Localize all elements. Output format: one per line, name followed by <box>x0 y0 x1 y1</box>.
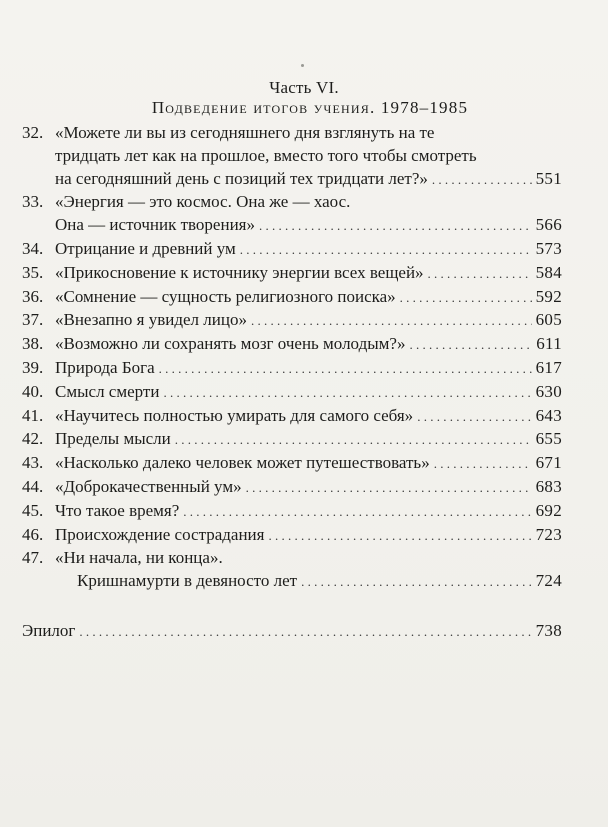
entry-body <box>55 452 562 476</box>
entry-title-text: «Доброкачественный ум» <box>55 476 242 496</box>
dot-leader <box>268 525 531 548</box>
dot-leader <box>409 334 532 357</box>
entry-page-number: 584 <box>535 262 562 282</box>
entry-title-text: Что такое время? <box>55 500 180 520</box>
entry-line <box>55 405 562 429</box>
entry-page-number: 724 <box>535 571 562 591</box>
entry-page-number: 573 <box>535 238 562 258</box>
entry-title-text: «Внезапно я увидел лицо» <box>55 310 247 330</box>
dot-leader <box>246 477 532 500</box>
entry-number: 34. <box>22 238 44 258</box>
entry-number: 44. <box>22 476 44 496</box>
toc-entry <box>22 191 562 238</box>
toc-entry <box>22 524 562 548</box>
page-speck <box>301 64 304 67</box>
entry-body <box>55 262 562 286</box>
entry-body <box>55 191 562 238</box>
entry-page-number: 683 <box>535 476 562 496</box>
entry-line <box>55 500 562 524</box>
entry-line <box>55 357 562 381</box>
entry-title-text: Она — источник творения» <box>55 215 255 235</box>
entry-line <box>55 476 562 500</box>
entry-line <box>55 214 562 238</box>
dot-leader <box>183 501 531 524</box>
entry-title-text: на сегодняшний день с позиций тех тридцати лет?» <box>55 168 428 188</box>
toc-entry <box>22 381 562 405</box>
dot-leader <box>159 358 532 381</box>
entry-page-number: 611 <box>536 334 562 354</box>
entry-line <box>55 145 562 168</box>
toc-entry <box>22 476 562 500</box>
entry-body <box>55 428 562 452</box>
toc-entry <box>22 122 562 191</box>
entry-page-number: 566 <box>535 215 562 235</box>
table-of-contents <box>22 122 562 594</box>
entry-title-text: Природа Бога <box>55 357 155 377</box>
entry-number: 43. <box>22 453 44 473</box>
entry-body <box>55 500 562 524</box>
entry-number: 47. <box>22 548 44 568</box>
entry-title-text: «Ни начала, ни конца». <box>55 548 223 568</box>
entry-number: 36. <box>22 286 44 306</box>
dot-leader <box>163 382 531 405</box>
entry-title-text: «Насколько далеко человек может путешествовать» <box>55 453 430 473</box>
entry-body <box>55 405 562 429</box>
entry-body <box>55 333 562 357</box>
entry-line <box>55 122 562 145</box>
toc-entry <box>22 262 562 286</box>
entry-page-number: 655 <box>535 429 562 449</box>
entry-line <box>55 428 562 452</box>
entry-title-text: «Научитесь полностью умирать для самого себя» <box>55 405 414 425</box>
entry-title-text: Происхождение сострадания <box>55 524 265 544</box>
entry-line <box>55 381 562 405</box>
entry-title-text: «Возможно ли сохранять мозг очень молодым?» <box>55 334 406 354</box>
entry-number: 39. <box>22 357 44 377</box>
entry-body <box>55 286 562 310</box>
entry-title-text: «Энергия — это космос. Она же — хаос. <box>55 192 351 212</box>
entry-page-number: 723 <box>535 524 562 544</box>
entry-body <box>55 547 562 594</box>
entry-line <box>55 238 562 262</box>
entry-line <box>55 262 562 286</box>
entry-body <box>55 309 562 333</box>
entry-line <box>55 168 562 192</box>
entry-number: 35. <box>22 262 44 282</box>
entry-body <box>55 238 562 262</box>
entry-title-text: «Прикосновение к источнику энергии всех вещей» <box>55 262 424 282</box>
dot-leader <box>240 239 532 262</box>
entry-number: 37. <box>22 310 44 330</box>
entry-title-text: тридцать лет как на прошлое, вместо того чтобы смотреть <box>55 145 477 165</box>
entry-line <box>55 191 562 214</box>
entry-body <box>55 381 562 405</box>
toc-entry <box>22 428 562 452</box>
dot-leader <box>428 263 532 286</box>
entry-body <box>55 122 562 191</box>
toc-entry <box>22 405 562 429</box>
entry-line <box>55 570 562 594</box>
entry-page-number: 605 <box>535 310 562 330</box>
entry-page-number: 692 <box>535 500 562 520</box>
toc-entry <box>22 238 562 262</box>
toc-entry <box>22 286 562 310</box>
entry-line <box>55 547 562 570</box>
dot-leader <box>301 571 532 594</box>
toc-entry <box>22 357 562 381</box>
entry-title-text: «Можете ли вы из сегодняшнего дня взглянуть на те <box>55 123 435 142</box>
entry-number: 40. <box>22 381 44 401</box>
entry-page-number: 551 <box>535 168 562 188</box>
entry-line <box>55 524 562 548</box>
dot-leader <box>251 310 532 333</box>
entry-body <box>55 357 562 381</box>
entry-title-text: Пределы мысли <box>55 429 171 449</box>
dot-leader <box>400 287 532 310</box>
entry-line <box>55 333 562 357</box>
epilog-entry <box>22 620 562 644</box>
entry-body <box>55 524 562 548</box>
dot-leader <box>259 215 532 238</box>
epilog-label: Эпилог <box>22 621 76 640</box>
toc-entry <box>22 547 562 594</box>
entry-number: 45. <box>22 500 44 520</box>
entry-line <box>55 452 562 476</box>
toc-entry <box>22 452 562 476</box>
entry-page-number: 671 <box>535 453 562 473</box>
part-title: Часть VI. <box>269 78 339 97</box>
dot-leader <box>434 453 532 476</box>
toc-entry <box>22 309 562 333</box>
entry-page-number: 643 <box>535 405 562 425</box>
dot-leader <box>79 621 531 644</box>
entry-line <box>55 309 562 333</box>
toc-entry <box>22 500 562 524</box>
dot-leader <box>417 406 531 429</box>
entry-number: 42. <box>22 429 44 449</box>
toc-entry <box>22 333 562 357</box>
entry-page-number: 592 <box>535 286 562 306</box>
epilog-page-number: 738 <box>535 621 562 640</box>
entry-number: 33. <box>22 192 44 212</box>
entry-title-text: «Сомнение — сущность религиозного поиска» <box>55 286 396 306</box>
entry-body <box>55 476 562 500</box>
entry-number: 41. <box>22 405 44 425</box>
entry-line <box>55 286 562 310</box>
entry-number: 38. <box>22 334 44 354</box>
entry-page-number: 630 <box>535 381 562 401</box>
dot-leader <box>432 169 532 192</box>
entry-number: 32. <box>22 123 44 142</box>
entry-page-number: 617 <box>535 357 562 377</box>
section-title: Подведение итогов учения. 1978–1985 <box>151 98 469 117</box>
entry-title-text: Отрицание и древний ум <box>55 238 236 258</box>
entry-number: 46. <box>22 524 44 544</box>
entry-title-text: Кришнамурти в девяносто лет <box>77 571 298 591</box>
entry-title-text: Смысл смерти <box>55 381 160 401</box>
dot-leader <box>175 429 532 452</box>
